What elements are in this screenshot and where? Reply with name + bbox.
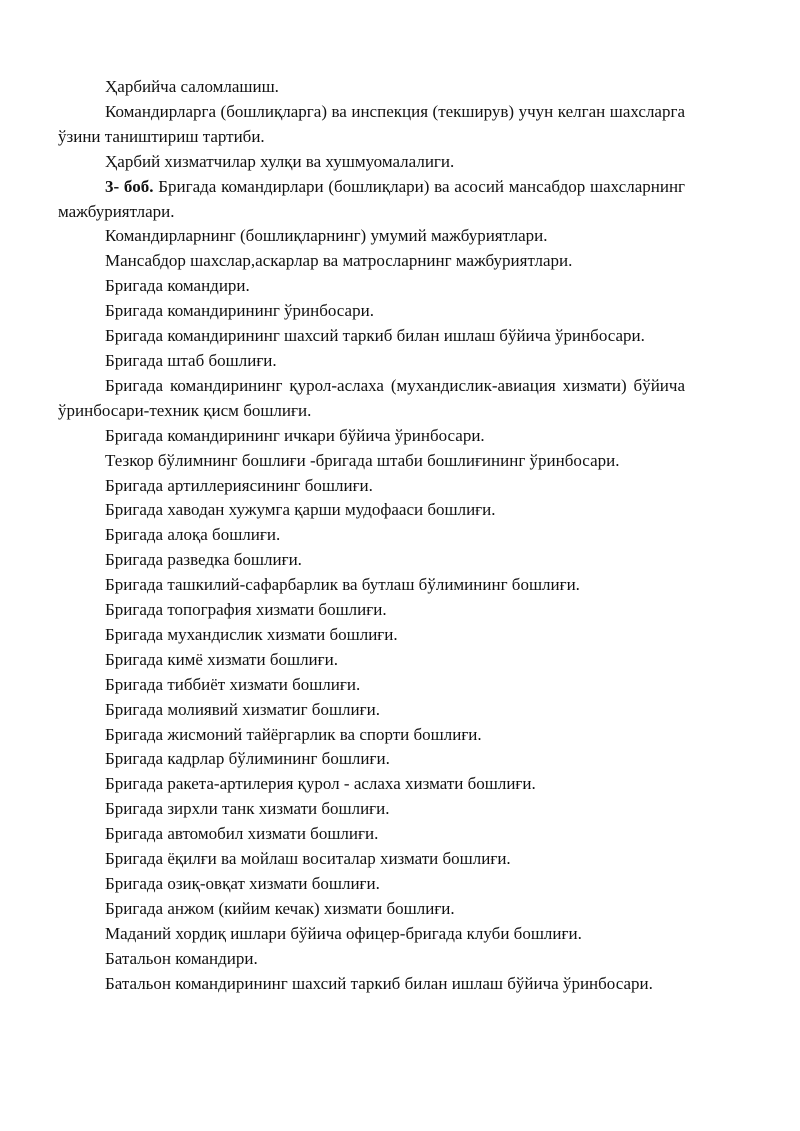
document-body bbox=[58, 75, 685, 997]
paragraph: Маданий хордиқ ишлари бўйича офицер-бригада клуби бошлиғи. bbox=[105, 923, 582, 943]
paragraph: Бригада ташкилий-сафарбарлик ва бутлаш бўлимининг бошлиғи. bbox=[105, 575, 580, 595]
paragraph: Бригада жисмоний тайёргарлик ва спорти бошлиғи. bbox=[105, 724, 482, 744]
paragraph: Бригада командирининг ўринбосари. bbox=[105, 301, 374, 321]
paragraph: Бригада зирхли танк хизмати бошлиғи. bbox=[105, 799, 390, 819]
paragraph: Бригада кадрлар бўлимининг бошлиғи. bbox=[105, 749, 390, 769]
chapter-heading-paragraph bbox=[58, 175, 685, 225]
paragraph: Мансабдор шахслар,аскарлар ва матросларнинг мажбуриятлари. bbox=[105, 251, 573, 271]
paragraph: Бригада хаводан хужумга қарши мудофааси бошлиғи. bbox=[105, 500, 496, 520]
paragraph: Командирларга (бошлиқларга) ва инспекция (текширув) учун келган шахсларга ўзини таништириш тартиби. bbox=[58, 101, 685, 146]
paragraph: Ҳарбийча саломлашиш. bbox=[105, 77, 279, 96]
paragraph: Бригада молиявий хизматиг бошлиғи. bbox=[105, 699, 380, 719]
chapter-title: Бригада командирлари (бошлиқлари) ва асосий мансабдор шахсларнинг мажбуриятлари. bbox=[58, 176, 686, 221]
paragraph: Бригада артиллериясининг бошлиғи. bbox=[105, 475, 373, 495]
chapter-number: 3- боб. bbox=[105, 176, 154, 196]
paragraph: Командирларнинг (бошлиқларнинг) умумий мажбуриятлари. bbox=[105, 226, 548, 246]
paragraph: Бригада кимё хизмати бошлиғи. bbox=[105, 649, 338, 669]
paragraph: Ҳарбий хизматчилар хулқи ва хушмуомалалиги. bbox=[105, 151, 455, 171]
paragraph: Тезкор бўлимнинг бошлиғи -бригада штаби бошлиғининг ўринбосари. bbox=[105, 450, 620, 470]
paragraph: Бригада командирининг қурол-аслаха (мухандислик-авиация хизмати) бўйича ўринбосари-техник қисм бошлиғи. bbox=[58, 375, 685, 420]
paragraph: Бригада озиқ-овқат хизмати бошлиғи. bbox=[105, 874, 380, 893]
paragraph: Батальон командирининг шахсий таркиб билан ишлаш бўйича ўринбосари. bbox=[105, 973, 653, 993]
paragraph: Бригада командирининг ичкари бўйича ўринбосари. bbox=[105, 425, 485, 445]
paragraph: Бригада командирининг шахсий таркиб билан ишлаш бўйича ўринбосари. bbox=[105, 326, 645, 346]
paragraph: Бригада ракета-артилерия қурол - аслаха хизмати бошлиғи. bbox=[105, 774, 536, 794]
paragraph: Бригада алоқа бошлиғи. bbox=[105, 525, 281, 545]
paragraph: Батальон командири. bbox=[105, 948, 258, 968]
paragraph: Бригада штаб бошлиғи. bbox=[105, 350, 277, 370]
paragraph: Бригада ёқилғи ва мойлаш воситалар хизмати бошлиғи. bbox=[105, 849, 511, 869]
paragraph: Бригада топография хизмати бошлиғи. bbox=[105, 600, 387, 620]
paragraph: Бригада разведка бошлиғи. bbox=[105, 550, 302, 570]
paragraph: Бригада мухандислик хизмати бошлиғи. bbox=[105, 624, 398, 644]
paragraph: Бригада тиббиёт хизмати бошлиғи. bbox=[105, 674, 361, 694]
paragraph: Бригада анжом (кийим кечак) хизмати бошлиғи. bbox=[105, 898, 455, 918]
paragraph: Бригада автомобил хизмати бошлиғи. bbox=[105, 824, 379, 844]
paragraph: Бригада командири. bbox=[105, 276, 250, 296]
